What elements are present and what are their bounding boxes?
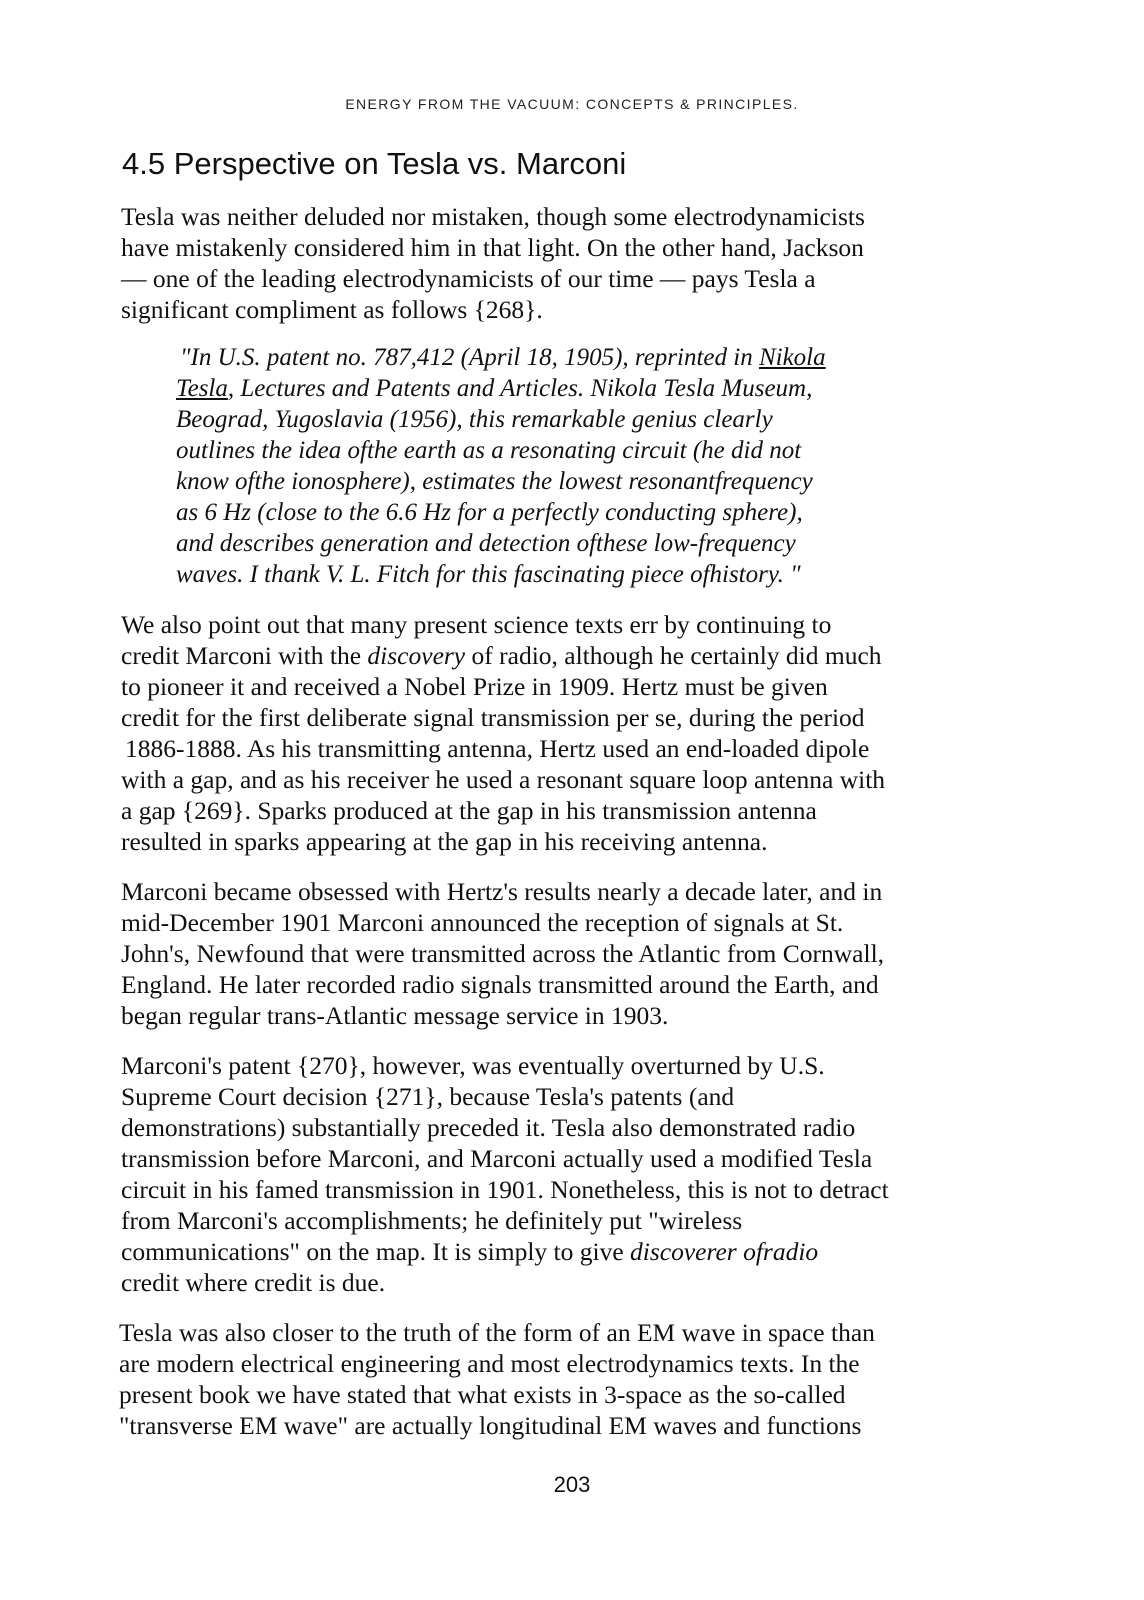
- paragraph-line: Marconi became obsessed with Hertz's results nearly a decade later, and in: [121, 877, 883, 906]
- quote-text: "In U.S. patent no. 787,412 (April 18, 1905), reprinted in: [180, 344, 759, 371]
- paragraph-line: present book we have stated that what exists in 3-space as the so-called: [119, 1380, 846, 1409]
- paragraph-line: resulted in sparks appearing at the gap in his receiving antenna.: [121, 827, 768, 856]
- running-header: ENERGY FROM THE VACUUM: CONCEPTS & PRINCIPLES.: [345, 96, 799, 112]
- paragraph-2: [121, 609, 971, 857]
- paragraph-line: have mistakenly considered him in that light. On the other hand, Jackson: [121, 233, 864, 262]
- paragraph-line: credit where credit is due.: [121, 1268, 386, 1297]
- emphasis-discovery: discovery: [367, 641, 466, 670]
- paragraph-line: are modern electrical engineering and most electrodynamics texts. In the: [119, 1349, 860, 1378]
- paragraph-line: Tesla was also closer to the truth of the form of an EM wave in space than: [119, 1318, 875, 1347]
- paragraph-line: began regular trans-Atlantic message service in 1903.: [121, 1001, 669, 1030]
- paragraph-line: from Marconi's accomplishments; he definitely put "wireless: [121, 1206, 743, 1235]
- section-title: 4.5 Perspective on Tesla vs. Marconi: [122, 146, 627, 181]
- paragraph-text: credit Marconi with the: [121, 641, 368, 670]
- paragraph-line: a gap {269}. Sparks produced at the gap in his transmission antenna: [121, 796, 817, 825]
- paragraph-line: "transverse EM wave" are actually longitudinal EM waves and functions: [119, 1411, 862, 1440]
- paragraph-3: [121, 876, 971, 1031]
- quote-line: as 6 Hz (close to the 6.6 Hz for a perfectly conducting sphere),: [176, 499, 803, 526]
- paragraph-text: of radio, although he certainly did much: [465, 641, 882, 670]
- quote-title-underlined: Nikola: [758, 344, 826, 371]
- quote-line: waves. I thank V. L. Fitch for this fascinating piece ofhistory. ": [176, 561, 801, 588]
- paragraph-line: credit for the first deliberate signal transmission per se, during the period: [121, 703, 865, 732]
- quote-line: know ofthe ionosphere), estimates the lowest resonantfrequency: [176, 468, 813, 495]
- paragraph-line: England. He later recorded radio signals transmitted around the Earth, and: [121, 970, 879, 999]
- page-number: 203: [553, 1472, 591, 1497]
- quote-text: , Lectures and Patents and Articles. Nikola Tesla Museum,: [227, 375, 813, 402]
- quote-line: and describes generation and detection ofthese low-frequency: [176, 530, 796, 557]
- paragraph-line: with a gap, and as his receiver he used a resonant square loop antenna with: [121, 765, 886, 794]
- paragraph-line: Tesla was neither deluded nor mistaken, though some electrodynamicists: [121, 202, 865, 231]
- paragraph-line: Marconi's patent {270}, however, was eventually overturned by U.S.: [121, 1051, 825, 1080]
- paragraph-line: John's, Newfound that were transmitted across the Atlantic from Cornwall,: [121, 939, 885, 968]
- paragraph-line: significant compliment as follows {268}.: [121, 295, 543, 324]
- paragraph-1: [121, 201, 971, 325]
- paragraph-line: demonstrations) substantially preceded it. Tesla also demonstrated radio: [121, 1113, 856, 1142]
- paragraph-line: Supreme Court decision {271}, because Tesla's patents (and: [121, 1082, 735, 1111]
- quote-line: [176, 373, 936, 404]
- paragraph-4: [121, 1050, 971, 1298]
- quote-line: outlines the idea ofthe earth as a resonating circuit (he did not: [176, 437, 802, 464]
- paragraph-line: [121, 640, 971, 671]
- paragraph-line: transmission before Marconi, and Marconi actually used a modified Tesla: [121, 1144, 873, 1173]
- paragraph-line: circuit in his famed transmission in 1901. Nonetheless, this is not to detract: [121, 1175, 889, 1204]
- paragraph-line: We also point out that many present science texts err by continuing to: [121, 610, 832, 639]
- emphasis-discoverer-of-radio: discoverer ofradio: [630, 1237, 819, 1266]
- paragraph-line: 1886-1888. As his transmitting antenna, Hertz used an end-loaded dipole: [125, 734, 870, 763]
- quote-line: Beograd, Yugoslavia (1956), this remarkable genius clearly: [176, 406, 773, 433]
- paragraph-text: communications" on the map. It is simply to give: [121, 1237, 631, 1266]
- block-quote: [176, 342, 936, 590]
- paragraph-5: [119, 1317, 969, 1441]
- paragraph-line: [121, 1236, 971, 1267]
- paragraph-line: to pioneer it and received a Nobel Prize in 1909. Hertz must be given: [121, 672, 828, 701]
- paragraph-line: — one of the leading electrodynamicists of our time — pays Tesla a: [121, 264, 816, 293]
- quote-title-underlined: Tesla: [176, 375, 228, 402]
- paragraph-line: mid-December 1901 Marconi announced the reception of signals at St.: [121, 908, 844, 937]
- quote-line: [176, 342, 936, 373]
